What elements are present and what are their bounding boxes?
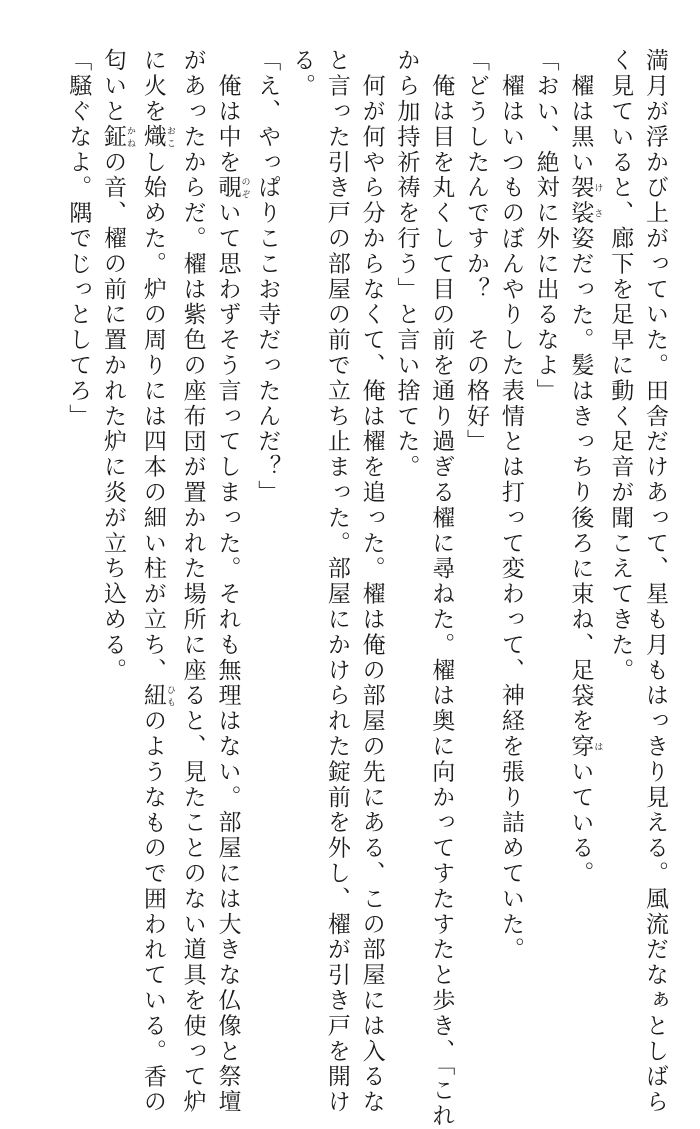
vertical-text-body <box>60 48 672 1129</box>
text-line-17: 「騒ぐなよ。隅でじっとしてろ」 <box>65 48 92 429</box>
text-line-13: 俺は中を覗 のぞいて思わずそう言ってしまった。それも無理はない。部屋には大きな仏像と祭壇 <box>214 48 250 1115</box>
furigana: 覗 のぞ <box>214 175 250 201</box>
furigana: 紐 ひも <box>139 683 175 709</box>
text-line-3: 櫂は黒い袈裟 けさ姿だった。髪はきっちり後ろに束ね、足袋を穿 はいている。 <box>567 48 603 887</box>
text-line-10: と言った引き戸の部屋の前で立ち止まった。部屋にかけられた錠前を外し、櫂が引き戸を開け <box>323 48 350 1115</box>
text-line-5: 櫂はいつものぼんやりした表情とは打って変わって、神経を張り詰めていた。 <box>497 48 524 963</box>
text-line-8: から加持祈祷を行う」と言い捨てた。 <box>393 48 420 480</box>
furigana: 袈裟 けさ <box>567 175 603 226</box>
text-line-1: 満月が浮かび上がっていた。田舎だけあって、星も月もはっきり見える。風流だなぁとしばら <box>642 48 668 1115</box>
text-line-11: る。 <box>289 48 316 99</box>
text-line-15: に火を熾 おこし始めた。炉の周りには四本の細い柱が立ち、紐 ひものようなもので囲われている。香の <box>139 48 175 1115</box>
text-line-9: 何が何やら分からなくて、俺は櫂を追った。櫂は俺の部屋の先にある、この部屋には入るな <box>358 48 385 1115</box>
text-line-6: 「どうしたんですか？ その格好」 <box>463 48 490 455</box>
text-line-12: 「え、やっぱりここお寺だったんだ？」 <box>254 48 281 506</box>
text-line-4: 「おい、絶対に外に出るなよ」 <box>532 48 559 404</box>
text-line-14: があったからだ。櫂は紫色の座布団が置かれた場所に座ると、見たことのない道具を使って炉 <box>179 48 206 1115</box>
text-line-7: 俺は目を丸くして目の前を通り過ぎる櫂に尋ねた。櫂は奥に向かってすたすたと歩き、「これ <box>428 48 455 1129</box>
furigana: 穿 は <box>567 733 603 760</box>
text-line-2: く見ていると、廊下を足早に動く足音が聞こえてきた。 <box>607 48 634 683</box>
furigana: 鉦 かね <box>100 124 136 150</box>
furigana: 熾 おこ <box>139 124 175 150</box>
text-line-16: 匂いと鉦 かねの音、櫂の前に置かれた炉に炎が立ち込める。 <box>100 48 136 684</box>
